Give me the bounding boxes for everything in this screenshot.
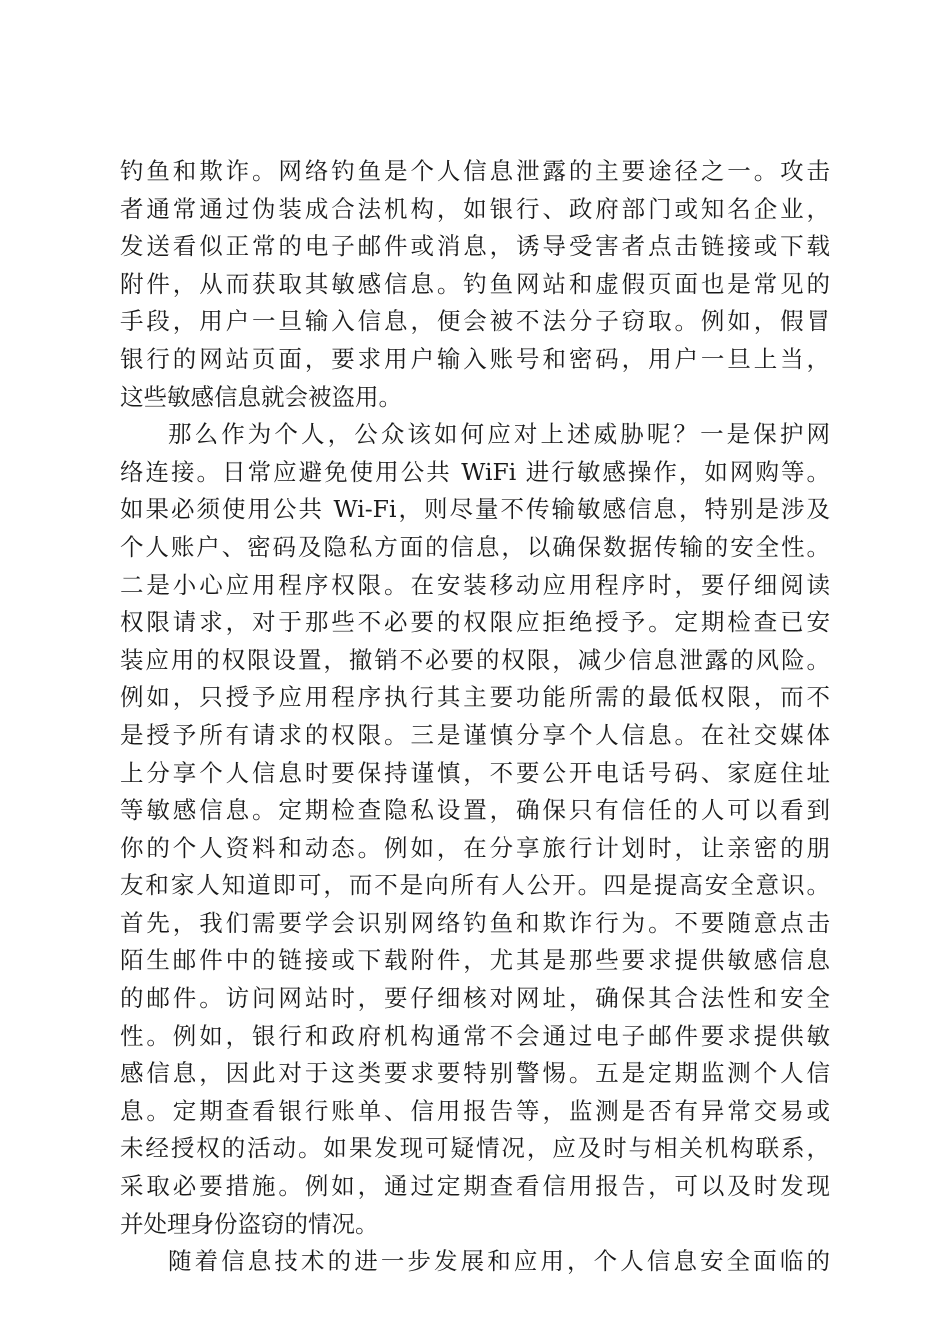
body-text — [120, 153, 830, 1281]
text-line: 这些敏感信息就会被盗用。 — [120, 382, 402, 411]
text-line: 手段，用户一旦输入信息，便会被不法分子窃取。例如，假冒 — [120, 307, 830, 336]
text-line: 钓鱼和欺诈。网络钓鱼是个人信息泄露的主要途径之一。攻击 — [120, 157, 830, 185]
text-line: 并处理身份盗窃的情况。 — [120, 1209, 379, 1238]
text-line: 络连接。日常应避免使用公共 WiFi 进行敏感操作，如网购等。 — [120, 457, 830, 486]
text-line: 感信息，因此对于这类要求要特别警惕。五是定期监测个人信 — [120, 1059, 830, 1088]
text-line: 权限请求，对于那些不必要的权限应拒绝授予。定期检查已安 — [120, 608, 830, 637]
text-line: 采取必要措施。例如，通过定期查看信用报告，可以及时发现 — [120, 1172, 830, 1201]
text-line: 息。定期查看银行账单、信用报告等，监测是否有异常交易或 — [120, 1096, 830, 1125]
text-line: 个人账户、密码及隐私方面的信息，以确保数据传输的安全性。 — [120, 532, 830, 561]
paragraph-start-line: 那么作为个人，公众该如何应对上述威胁呢？一是保护网 — [168, 420, 830, 449]
text-line: 未经授权的活动。如果发现可疑情况，应及时与相关机构联系， — [120, 1134, 830, 1163]
text-line: 装应用的权限设置，撤销不必要的权限，减少信息泄露的风险。 — [120, 645, 830, 674]
text-line: 二是小心应用程序权限。在安装移动应用程序时，要仔细阅读 — [120, 570, 830, 599]
text-line: 银行的网站页面，要求用户输入账号和密码，用户一旦上当， — [120, 344, 830, 373]
text-line: 首先，我们需要学会识别网络钓鱼和欺诈行为。不要随意点击 — [120, 908, 830, 937]
text-line: 友和家人知道即可，而不是向所有人公开。四是提高安全意识。 — [120, 871, 830, 900]
text-line: 等敏感信息。定期检查隐私设置，确保只有信任的人可以看到 — [120, 796, 830, 825]
text-line: 是授予所有请求的权限。三是谨慎分享个人信息。在社交媒体 — [120, 720, 830, 749]
text-line: 你的个人资料和动态。例如，在分享旅行计划时，让亲密的朋 — [120, 833, 830, 862]
text-line: 陌生邮件中的链接或下载附件，尤其是那些要求提供敏感信息 — [120, 946, 830, 975]
paragraph-start-line: 随着信息技术的进一步发展和应用，个人信息安全面临的 — [168, 1247, 830, 1276]
text-line: 上分享个人信息时要保持谨慎，不要公开电话号码、家庭住址 — [120, 758, 830, 787]
text-line: 例如，只授予应用程序执行其主要功能所需的最低权限，而不 — [120, 683, 830, 712]
text-line: 发送看似正常的电子邮件或消息，诱导受害者点击链接或下载 — [120, 232, 830, 261]
text-line: 如果必须使用公共 Wi-Fi，则尽量不传输敏感信息，特别是涉及 — [120, 495, 830, 524]
text-line: 的邮件。访问网站时，要仔细核对网址，确保其合法性和安全 — [120, 984, 830, 1013]
text-line: 者通常通过伪装成合法机构，如银行、政府部门或知名企业， — [120, 194, 830, 223]
text-line: 性。例如，银行和政府机构通常不会通过电子邮件要求提供敏 — [120, 1021, 830, 1050]
text-line: 附件，从而获取其敏感信息。钓鱼网站和虚假页面也是常见的 — [120, 269, 830, 298]
